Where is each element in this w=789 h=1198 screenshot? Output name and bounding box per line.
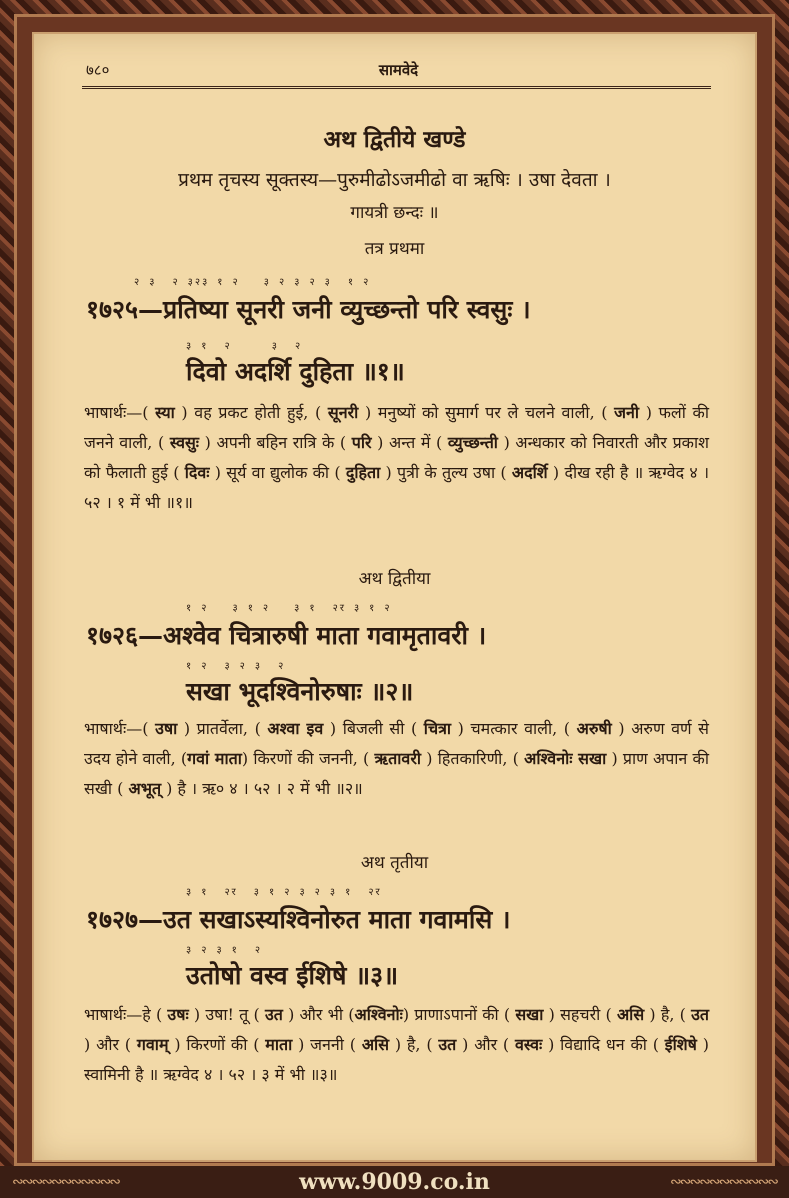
glossed-word: दिवः [184, 463, 210, 482]
svara-marks: २ ३ २ ३२३ १ २ ३ २ ३ २ ३ १ २ [134, 277, 371, 288]
bhashya-text: ) किरणों की ( [168, 1035, 266, 1054]
svara-marks: ३ १ २ ३ २ [186, 341, 303, 352]
bhashya-text: भाषार्थः—( [84, 719, 156, 738]
bhashya-text: ) फलों की जनने वाली, ( [84, 403, 709, 452]
verse-heading: अथ तृतीया [360, 853, 429, 873]
glossed-word: असि [361, 1035, 390, 1054]
glossed-word: उत [691, 1005, 709, 1024]
bhashya-text: भाषार्थः—हे ( [84, 1005, 168, 1024]
glossed-word: अदर्शि [511, 463, 548, 482]
page-number: ७८० [86, 61, 110, 79]
glossed-word: उषः [167, 1005, 189, 1024]
bhashya-paragraph [84, 714, 709, 804]
bhashya-text: ) मनुष्यों को सुमार्ग पर ले चलने वाली, ( [358, 403, 615, 422]
glossed-word: अश्वा इव [267, 719, 324, 738]
bhashya-text: ) किरणों की जननी, ( [241, 749, 375, 768]
glossed-word: अरुषी [576, 719, 612, 738]
bhashya-text: ) अरुण वर्ण से उदय होने वाली, ( [84, 719, 710, 768]
glossed-word: ऋतावरी [374, 749, 422, 768]
bhashya-text: ) अन्धकार को निवारती और प्रकाश को फैलाती हुई ( [84, 433, 709, 482]
bhashya-text: ) सहचरी ( [543, 1005, 617, 1024]
bhashya-text: ) बिजली सी ( [323, 719, 424, 738]
glossed-word: स्या [155, 403, 175, 422]
section-title: अथ द्वितीये खण्डे [323, 126, 466, 153]
glossed-word: गवाम् [136, 1035, 169, 1054]
glossed-word: स्वसुः [169, 433, 200, 452]
bhashya-text: ) चमत्कार वाली, ( [451, 719, 577, 738]
website-link[interactable]: www.9009.co.in [299, 1169, 490, 1195]
bhashya-text: ) प्राण अपान की सखी ( [84, 749, 709, 798]
glossed-word: अश्विनोः सखा [524, 749, 607, 768]
bhashya-text: ) पुत्री के तुल्य उषा ( [380, 463, 512, 482]
mantra-line: सखा भूदश्विनोरुषाः ॥२॥ [186, 677, 414, 706]
glossed-word: ईशिषे [664, 1035, 697, 1054]
glossed-word: परि [351, 433, 372, 452]
glossed-word: उत [438, 1035, 457, 1054]
bhashya-text: ) अन्त में ( [371, 433, 448, 452]
glossed-word: माता [265, 1035, 293, 1054]
verse-heading: अथ द्वितीया [358, 569, 431, 589]
bhashya-text: ) प्राणाऽपानों की ( [402, 1005, 516, 1024]
glossed-word: गवां माता [187, 749, 242, 768]
bhashya-text: ) और ( [456, 1035, 516, 1054]
bhashya-text: ) प्रातर्वेला, ( [177, 719, 268, 738]
bhashya-text: ) है, ( [644, 1005, 692, 1024]
bhashya-text: ) विद्यादि धन की ( [542, 1035, 665, 1054]
glossed-word: व्युच्छन्ती [447, 433, 498, 452]
glossed-word: अश्विनोः [354, 1005, 403, 1024]
left-flourish-icon: ∾∾∾∾∾∾∾∾∾∾∾ [12, 1174, 120, 1190]
glossed-word: असि [616, 1005, 645, 1024]
glossed-word: जनी [614, 403, 640, 422]
header-rule [82, 86, 711, 89]
bhashya-paragraph [84, 398, 709, 518]
svara-marks: १ २ ३ २ ३ २ [186, 661, 286, 672]
bhashya-text: ) है, ( [389, 1035, 439, 1054]
bhashya-text: ) दीख रही है ॥ ऋग्वेद ४ । ५२ । १ में भी ॥१॥ [84, 463, 710, 512]
glossed-word: दुहिता [345, 463, 381, 482]
svara-marks: ३ १ २र ३ १ २ ३ २ ३ १ २र [186, 887, 382, 898]
glossed-word: अभूत् [128, 779, 162, 798]
verse-heading: तत्र प्रथमा [364, 239, 425, 259]
glossed-word: सूनरी [327, 403, 359, 422]
mantra-line: १७२६—अश्वेव चित्रारुषी माता गवामृतावरी । [86, 621, 487, 650]
glossed-word: सखा [515, 1005, 544, 1024]
svara-marks: १ २ ३ १ २ ३ १ २र ३ १ २ [186, 603, 392, 614]
mantra-line: १७२७—उत सखाऽस्यश्विनोरुत माता गवामसि । [86, 905, 511, 934]
bhashya-paragraph [84, 1000, 709, 1090]
glossed-word: उषा [155, 719, 178, 738]
bhashya-text: ) सूर्य वा द्युलोक की ( [209, 463, 346, 482]
running-title: सामवेदे [378, 61, 419, 79]
glossed-word: उत [264, 1005, 283, 1024]
svara-marks: ३ २ ३ १ २ [186, 945, 263, 956]
bhashya-text: ) है । ऋ० ४ । ५२ । २ में भी ॥२॥ [161, 779, 363, 798]
page-content [38, 38, 751, 1158]
bhashya-text: ) हितकारिणी, ( [421, 749, 525, 768]
glossed-word: चित्रा [423, 719, 452, 738]
right-flourish-icon: ∾∾∾∾∾∾∾∾∾∾∾ [669, 1174, 777, 1190]
bhashya-text: ) उषा! तू ( [188, 1005, 265, 1024]
chhanda-line: गायत्री छन्दः ॥ [350, 203, 439, 223]
bhashya-text: भाषार्थः—( [84, 403, 156, 422]
bhashya-text: ) स्वामिनी है ॥ ऋग्वेद ४ । ५२ । ३ में भी ॥३॥ [84, 1035, 709, 1084]
mantra-line: १७२५—प्रतिष्या सूनरी जनी व्युच्छन्तो परि स्वसुः । [86, 295, 531, 324]
rishi-devata-line: प्रथम तृचस्य सूक्तस्य—पुरुमीढोऽजमीढो वा ऋषिः । उषा देवता । [178, 169, 611, 191]
glossed-word: वस्वः [515, 1035, 543, 1054]
bhashya-text: ) वह प्रकट होती हुई, ( [174, 403, 328, 422]
bhashya-text: ) और ( [84, 1035, 137, 1054]
mantra-line: दिवो अदर्शि दुहिता ॥१॥ [186, 357, 405, 386]
bhashya-text: ) अपनी बहिन रात्रि के ( [199, 433, 352, 452]
mantra-line: उतोषो वस्व ईशिषे ॥३॥ [186, 961, 399, 990]
bhashya-text: ) और भी ( [282, 1005, 355, 1024]
bhashya-text: ) जननी ( [292, 1035, 362, 1054]
